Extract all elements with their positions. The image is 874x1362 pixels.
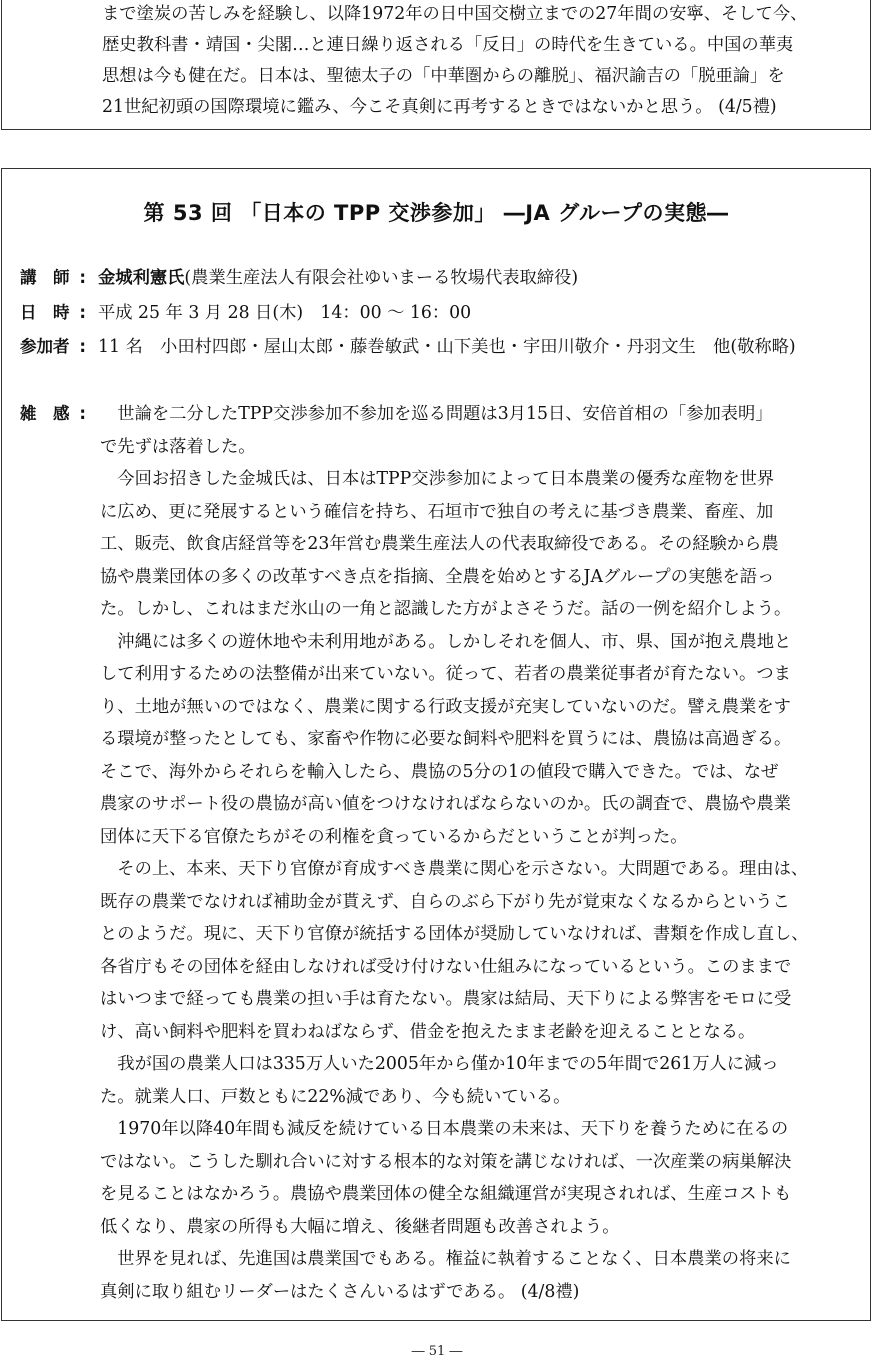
text-line: 世論を二分したTPP交渉参加不参加を巡る問題は3月15日、安倍首相の「参加表明」 — [100, 404, 773, 424]
date-label: 日 時 : — [20, 303, 86, 322]
text-line-with-signature — [102, 92, 854, 123]
date-row — [20, 298, 471, 328]
text-line: で先ずは落着した。 — [100, 436, 256, 457]
lecturer-row — [20, 263, 578, 293]
impressions-label: 雑 感 : — [20, 404, 86, 423]
text-line: 世界を見れば、先進国は農業国でもある。権益に執着することなく、日本農業の将来に — [100, 1249, 791, 1269]
text-line: ではない。こうした馴れ合いに対する根本的な対策を講じなければ、一次産業の病巣解決 — [100, 1151, 792, 1172]
signature: (4/5禮) — [718, 97, 777, 117]
text-line: 我が国の農業人口は335万人いた2005年から僅か10年までの5年間で261万人に減っ — [100, 1054, 779, 1074]
text-line: た。就業人口、戸数ともに22%減であり、今も続いている。 — [100, 1086, 571, 1107]
text-line: 低くなり、農家の所得も大幅に増え、後継者問題も改善されよう。 — [100, 1216, 620, 1237]
text-line: 今回お招きした金城氏は、日本はTPP交渉参加によって日本農業の優秀な産物を世界 — [100, 469, 775, 489]
text-line: 団体に天下る官僚たちがその利権を貪っているからだということが判った。 — [100, 826, 688, 847]
lecturer-label: 講 師 : — [20, 268, 86, 287]
lecturer-affiliation: (農業生産法人有限会社ゆいまーる牧場代表取締役) — [184, 268, 579, 288]
text-line: 真剣に取り組むリーダーはたくさんいるはずである。 — [100, 1281, 516, 1302]
text-line: 工、販売、飲食店経営等を23年営む農業生産法人の代表取締役である。その経験から農 — [100, 534, 779, 554]
page-number: ― 51 ― — [411, 1344, 463, 1359]
text-line: まで塗炭の苦しみを経験し、以降1972年の日中国交樹立までの27年間の安寧、そして今、 — [102, 4, 808, 24]
text-line: た。しかし、これはまだ氷山の一角と認識した方がよさそうだ。話の一例を紹介しよう。 — [100, 599, 792, 619]
text-line: その上、本来、天下り官僚が育成すべき農業に関心を示さない。大問題である。理由は、 — [100, 859, 809, 879]
previous-section-box — [1, 0, 871, 130]
text-line: 農家のサポート役の農協が高い値をつけなければならないのか。氏の調査で、農協や農業 — [100, 794, 791, 814]
lecturer-name: 金城利憲氏 — [98, 268, 185, 288]
participants-value: 11 名 小田村四郎・屋山太郎・藤巻敏武・山下美也・宇田川敬介・丹羽文生 他(敬称略) — [98, 337, 796, 357]
text-line: 21世紀初頭の国際環境に鑑み、今こそ真剣に再考するときではないかと思う。 — [102, 97, 713, 117]
meeting-report-box — [1, 168, 871, 1321]
text-line: り、土地が無いのではなく、農業に関する行政支援が充実していないのだ。譬え農業をす — [100, 696, 791, 717]
text-line: 協や農業団体の多くの改革すべき点を指摘、全農を始めとするJAグループの実態を語っ — [100, 566, 775, 587]
impressions-body — [100, 399, 852, 1309]
signature: (4/8禮) — [520, 1281, 580, 1302]
participants-label: 参加者 : — [20, 337, 86, 356]
text-line: 歴史教科書・靖国・尖閣…と連日繰り返される「反日」の時代を生きている。中国の華夷 — [102, 35, 794, 55]
text-line: して利用するための法整備が出来ていない。従って、若者の農業従事者が育たない。つま — [100, 664, 791, 684]
section-title: 第 53 回 「日本の TPP 交渉参加」 ―JA グループの実態― — [143, 201, 729, 225]
text-line: に広め、更に発展するという確信を持ち、石垣市で独自の考えに基づき農業、畜産、加 — [100, 501, 774, 522]
text-line: そこで、海外からそれらを輸入したら、農協の5分の1の値段で購入できた。では、なぜ — [100, 761, 779, 782]
text-line: とのようだ。現に、天下り官僚が統括する団体が奨励していなければ、書類を作成し直し、 — [100, 924, 809, 944]
lecturer-value — [98, 263, 578, 293]
previous-section-text — [102, 0, 854, 123]
text-line-with-signature — [100, 1277, 852, 1310]
text-line: る環境が整ったとしても、家畜や作物に必要な飼料や肥料を買うには、農協は高過ぎる。 — [100, 729, 792, 749]
text-line: を見ることはなかろう。農協や農業団体の健全な組織運営が実現されれば、生産コストも — [100, 1184, 792, 1204]
text-line: 既存の農業でなければ補助金が貰えず、自らのぶら下がり先が覚束なくなるからというこ — [100, 891, 790, 912]
text-line: はいつまで経っても農業の担い手は育たない。農家は結局、天下りによる弊害をモロに受 — [100, 989, 792, 1009]
text-line: 沖縄には多くの遊休地や未利用地がある。しかしそれを個人、市、県、国が抱え農地と — [100, 631, 792, 652]
date-value: 平成 25 年 3 月 28 日(木) 14：00 ～ 16：00 — [98, 303, 472, 323]
text-line: 1970年以降40年間も減反を続けている日本農業の未来は、天下りを養うために在るの — [100, 1119, 789, 1139]
participants-row — [20, 332, 796, 362]
text-line: け、高い飼料や肥料を買わねばならず、借金を抱えたまま老齢を迎えることとなる。 — [100, 1021, 756, 1042]
text-line: 思想は今も健在だ。日本は、聖徳太子の「中華圏からの離脱」、福沢諭吉の「脱亜論」を — [102, 66, 785, 86]
text-line: 各省庁もその団体を経由しなければ受け付けない仕組みになっているという。このままで — [100, 956, 792, 977]
